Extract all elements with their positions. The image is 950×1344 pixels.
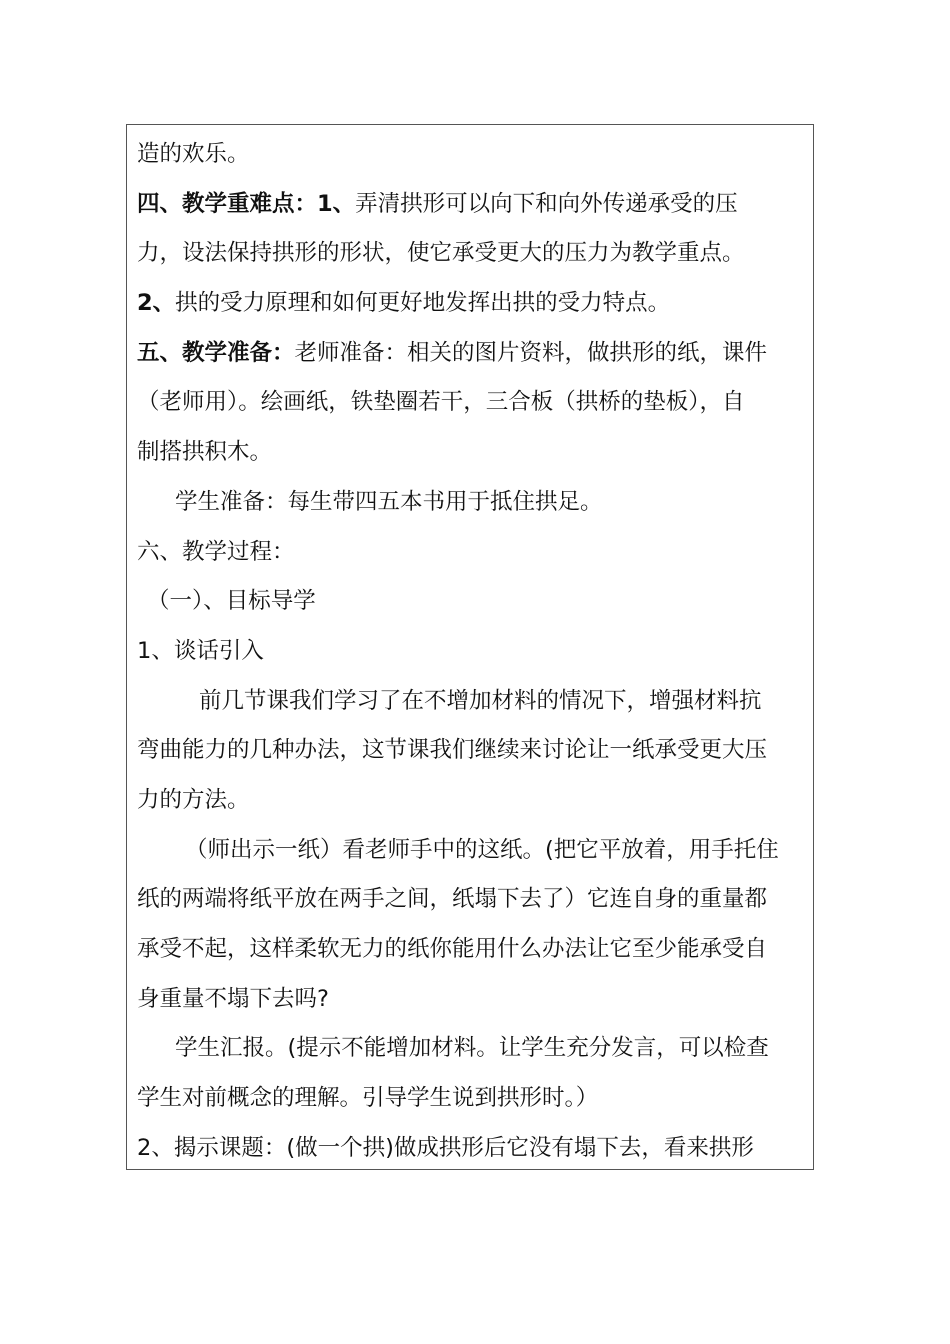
text-span: 学生汇报。(提示不能增加材料。让学生充分发言，可以检查 (175, 1035, 769, 1062)
text-line (137, 378, 807, 428)
item-number: 2、 (137, 290, 176, 317)
text-line (137, 130, 807, 180)
heading-preparation (137, 329, 807, 379)
text-span: 学生对前概念的理解。引导学生说到拱形时。） (137, 1085, 599, 1112)
text-span: 老师准备：相关的图片资料，做拱形的纸，课件 (294, 339, 768, 366)
heading-difficulties (137, 180, 807, 230)
subheading-goal (137, 577, 807, 627)
text-span: 学生准备：每生带四五本书用于抵住拱足。 (175, 488, 603, 515)
text-span: （一）、目标导学 (147, 588, 316, 615)
text-span: 拱的受力原理和如何更好地发挥出拱的受力特点。 (175, 290, 671, 317)
text-line (137, 925, 807, 975)
text-span: 六、教学过程： (137, 538, 295, 565)
text-span: 造的欢乐。 (137, 141, 250, 167)
text-span: 前几节课我们学习了在不增加材料的情况下，增强材料抗 (199, 687, 762, 714)
text-line (137, 826, 807, 876)
text-line (137, 875, 807, 925)
text-span: 弯曲能力的几种办法，这节课我们继续来讨论让一纸承受更大压 (137, 737, 768, 764)
text-line (137, 229, 807, 279)
section-heading: 五、教学准备： (137, 339, 295, 366)
subheading-intro (137, 627, 807, 677)
text-line (137, 1024, 807, 1074)
text-span: （老师用）。绘画纸，铁垫圈若干，三合板（拱桥的垫板），自 (137, 389, 745, 416)
text-span: 力的方法。 (137, 786, 250, 813)
text-line (137, 776, 807, 826)
text-line (137, 677, 807, 727)
text-span: 承受不起，这样柔软无力的纸你能用什么办法让它至少能承受自 (137, 936, 768, 962)
text-span: 身重量不塌下去吗? (137, 985, 329, 1012)
text-line (137, 279, 807, 329)
text-span: 纸的两端将纸平放在两手之间，纸塌下去了）它连自身的重量都 (137, 886, 768, 913)
document-frame (126, 124, 814, 1170)
subheading-topic (137, 1124, 807, 1170)
text-span: 力，设法保持拱形的形状，使它承受更大的压力为教学重点。 (137, 240, 745, 267)
text-span: 1、谈话引入 (137, 637, 264, 664)
text-span: 弄清拱形可以向下和向外传递承受的压 (355, 190, 738, 217)
section-heading: 四、教学重难点：1、 (137, 190, 356, 217)
document-body (137, 130, 807, 1170)
text-span: （师出示一纸）看老师手中的这纸。(把它平放着，用手托住 (185, 836, 779, 863)
text-line (137, 726, 807, 776)
text-span: 2、揭示课题：(做一个拱)做成拱形后它没有塌下去，看来拱形 (137, 1134, 754, 1161)
text-span: 制搭拱积木。 (137, 439, 273, 466)
heading-process (137, 528, 807, 578)
text-line (137, 1074, 807, 1124)
text-line (137, 478, 807, 528)
text-line (137, 428, 807, 478)
text-line (137, 975, 807, 1025)
